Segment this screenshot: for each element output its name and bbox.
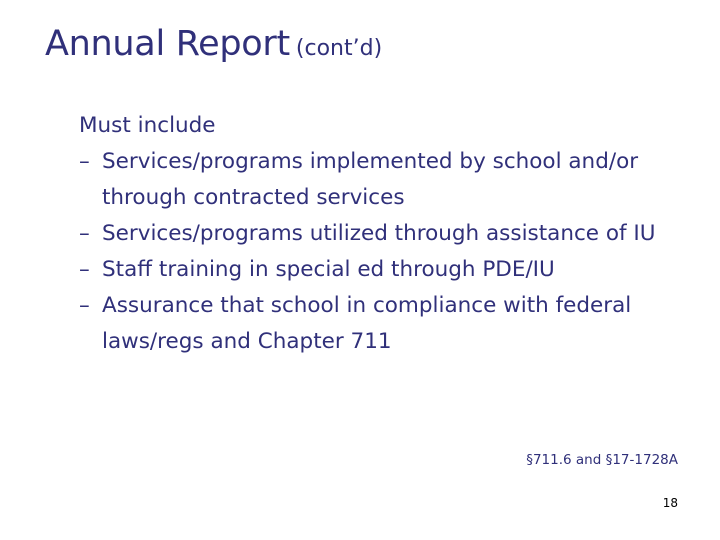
bullet-dash: –: [79, 221, 90, 246]
lead-text: Must include: [79, 113, 216, 138]
slide-number: 18: [662, 496, 678, 510]
bullet-text: Staff training in special ed through PDE/IU: [102, 257, 555, 282]
citation: §711.6 and §17-1728A: [526, 452, 678, 468]
slide-title: [45, 24, 382, 64]
bullet-item-services-utilized: [79, 216, 679, 252]
bullet-text: Services/programs utilized through assistance of IU: [102, 221, 656, 246]
bullet-dash: –: [79, 257, 90, 282]
bullet-item-assurance: [79, 288, 679, 360]
bullet-dash: –: [79, 149, 90, 174]
bullet-list: [79, 144, 679, 360]
bullet-item-services-implemented: [79, 144, 679, 216]
bullet-text: Services/programs implemented by school and/or through contracted services: [102, 149, 639, 210]
bullet-text: Assurance that school in compliance with federal laws/regs and Chapter 711: [102, 293, 632, 354]
slide-title-main: Annual Report: [45, 24, 290, 64]
slide-body: [79, 108, 679, 360]
bullet-item-staff-training: [79, 252, 679, 288]
bullet-dash: –: [79, 293, 90, 318]
slide-title-suffix: (cont’d): [295, 36, 383, 61]
